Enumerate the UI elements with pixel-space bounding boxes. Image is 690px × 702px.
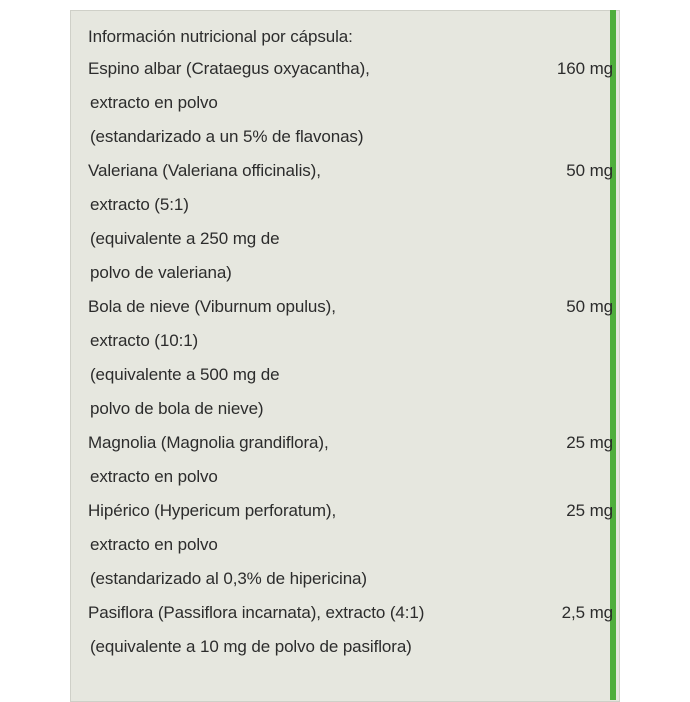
ingredient-detail: extracto en polvo (90, 93, 218, 112)
ingredient-name (88, 494, 613, 528)
ingredient-detail: extracto en polvo (90, 535, 218, 554)
ingredient-name (88, 154, 613, 188)
ingredient-label: Pasiflora (Passiflora incarnata), extracto (4:1) (88, 603, 425, 622)
ingredient-detail: (estandarizado a un 5% de flavonas) (90, 127, 364, 146)
ingredient-detail: extracto (5:1) (90, 195, 189, 214)
ingredient-detail: extracto (10:1) (90, 331, 199, 350)
ingredient-label: Espino albar (Crataegus oxyacantha), (88, 59, 370, 78)
ingredient-detail: (estandarizado al 0,3% de hipericina) (90, 569, 367, 588)
ingredient-label: Valeriana (Valeriana officinalis), (88, 161, 321, 180)
nutrition-panel (88, 22, 613, 664)
ingredient-label: Hipérico (Hypericum perforatum), (88, 501, 337, 520)
ingredient-label: Bola de nieve (Viburnum opulus), (88, 297, 336, 316)
ingredient-detail: (equivalente a 10 mg de polvo de pasiflora) (90, 637, 412, 656)
ingredient-amount: 25 mg (566, 501, 613, 520)
nutrition-heading: Información nutricional por cápsula: (88, 27, 353, 46)
ingredient-amount: 50 mg (566, 161, 613, 180)
ingredient-label: Magnolia (Magnolia grandiflora), (88, 433, 329, 452)
ingredient-name (88, 52, 613, 86)
ingredient-amount: 2,5 mg (561, 603, 613, 622)
ingredient-name (88, 290, 613, 324)
ingredient-amount: 50 mg (566, 297, 613, 316)
ingredient-detail: polvo de bola de nieve) (90, 399, 264, 418)
ingredient-amount: 160 mg (556, 59, 613, 78)
ingredient-detail: (equivalente a 500 mg de (90, 365, 280, 384)
ingredient-name (88, 426, 613, 460)
ingredient-amount: 25 mg (566, 433, 613, 452)
ingredient-name (88, 596, 613, 630)
ingredient-detail: (equivalente a 250 mg de (90, 229, 280, 248)
ingredient-detail: polvo de valeriana) (90, 263, 232, 282)
ingredient-detail: extracto en polvo (90, 467, 218, 486)
